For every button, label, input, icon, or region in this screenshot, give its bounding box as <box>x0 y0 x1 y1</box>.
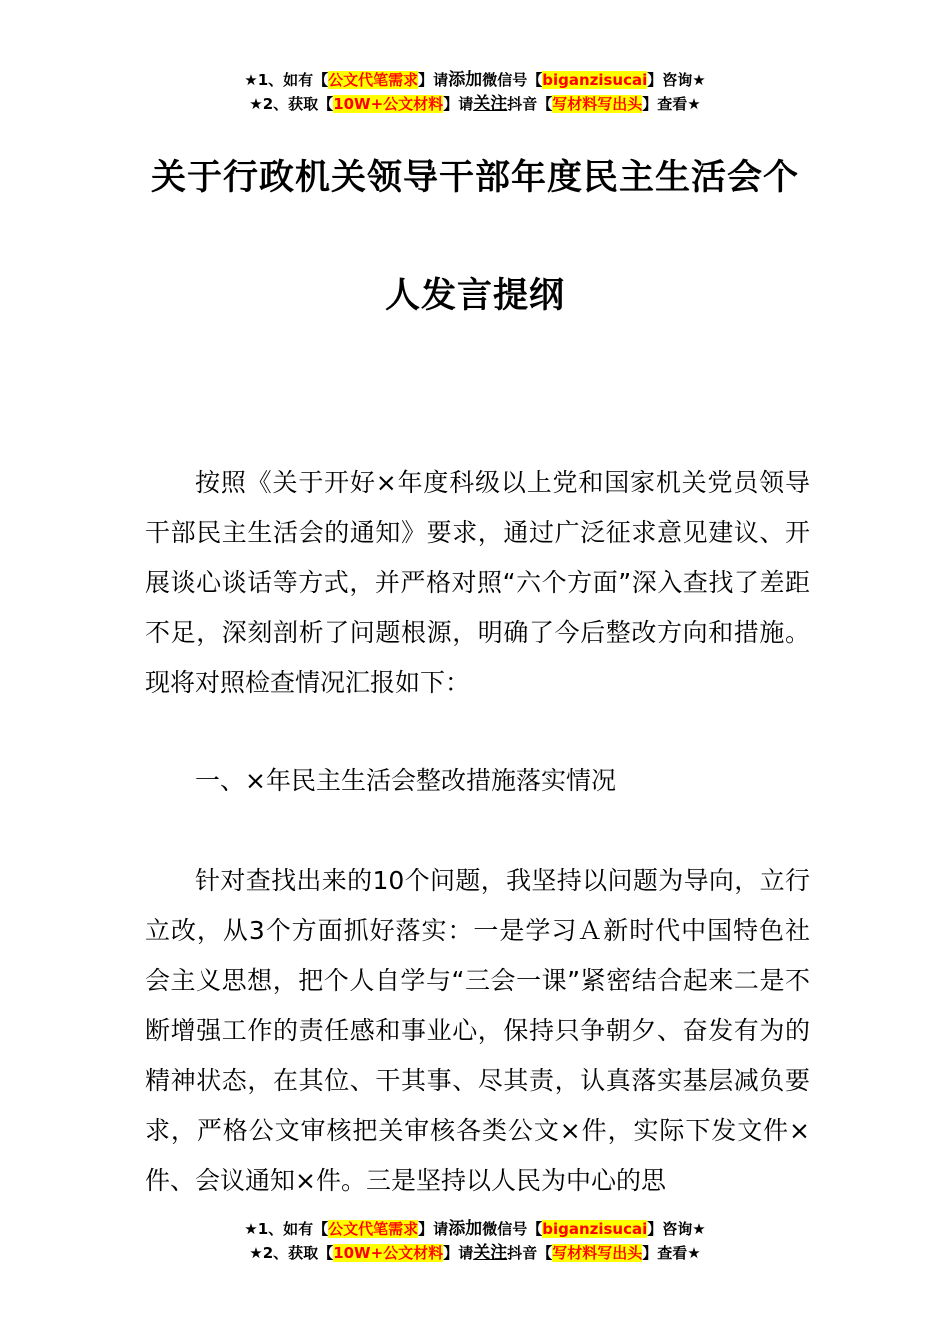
ad-emphasis: 添加 <box>448 70 483 90</box>
ad-line-2 <box>0 1241 950 1265</box>
ad-highlight-douyin-account: 写材料写出头 <box>552 1244 643 1262</box>
ad-banner-bottom <box>0 1217 950 1265</box>
ad-text: 抖音【 <box>507 1244 553 1262</box>
ad-text: 微信号【 <box>482 1220 543 1238</box>
ad-highlight-douyin-account: 写材料写出头 <box>552 95 643 113</box>
ad-text: 】请 <box>418 1220 449 1238</box>
ad-line-1 <box>0 68 950 92</box>
ad-highlight-materials: 10W+公文材料 <box>333 95 444 113</box>
paragraph-section-1: 针对查找出来的10个问题，我坚持以问题为导向，立行立改，从3个方面抓好落实：一是学习Ａ新时代中国特色社会主义思想，把个人自学与“三会一课”紧密结合起来二是不断增强工作的责任感和事业心，保持只争朝夕、奋发有为的精神状态，在其位、干其事、尽其责，认真落实基层减负要求，严格公文审核把关审核各类公文×件，实际下发文件×件、会议通知×件。三是坚持以人民为中心的思 <box>145 866 810 1195</box>
ad-line-1 <box>0 1217 950 1241</box>
ad-banner-top <box>0 68 950 116</box>
ad-text: 】咨询★ <box>647 71 706 89</box>
document-title-line-1: 关于行政机关领导干部年度民主生活会个 <box>150 158 799 198</box>
ad-text: ★1、如有【 <box>244 71 329 89</box>
ad-emphasis: 关注 <box>473 1243 508 1263</box>
section-heading-1: 一、×年民主生活会整改措施落实情况 <box>195 766 616 795</box>
ad-emphasis: 添加 <box>448 1219 483 1239</box>
ad-highlight-wechat-id: biganzisucai <box>542 1220 648 1238</box>
ad-highlight-service: 公文代笔需求 <box>328 71 419 89</box>
ad-text: 】咨询★ <box>647 1220 706 1238</box>
ad-line-2 <box>0 92 950 116</box>
ad-highlight-wechat-id: biganzisucai <box>542 71 648 89</box>
ad-text: 】请 <box>418 71 449 89</box>
ad-text: ★1、如有【 <box>244 1220 329 1238</box>
ad-highlight-materials: 10W+公文材料 <box>333 1244 444 1262</box>
ad-text: ★2、获取【 <box>249 1244 334 1262</box>
ad-text: 】查看★ <box>642 1244 701 1262</box>
ad-text: ★2、获取【 <box>249 95 334 113</box>
ad-text: 微信号【 <box>482 71 543 89</box>
ad-text: 】请 <box>443 1244 474 1262</box>
ad-text: 】请 <box>443 95 474 113</box>
ad-emphasis: 关注 <box>473 94 508 114</box>
ad-text: 】查看★ <box>642 95 701 113</box>
ad-text: 抖音【 <box>507 95 553 113</box>
paragraph-intro: 按照《关于开好×年度科级以上党和国家机关党员领导干部民主生活会的通知》要求，通过广泛征求意见建议、开展谈心谈话等方式，并严格对照“六个方面”深入查找了差距不足，深刻剖析了问题根源，明确了今后整改方向和措施。现将对照检查情况汇报如下： <box>145 468 810 697</box>
ad-highlight-service: 公文代笔需求 <box>328 1220 419 1238</box>
document-title-line-2: 人发言提纲 <box>384 276 565 316</box>
